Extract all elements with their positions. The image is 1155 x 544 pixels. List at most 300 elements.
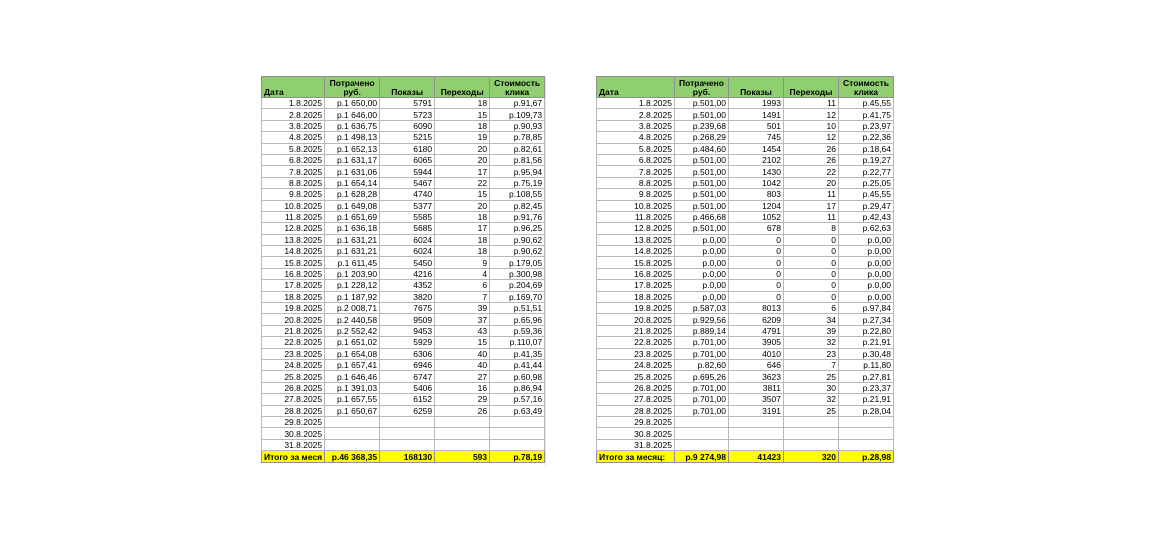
cell-date[interactable]: 14.8.2025	[262, 246, 325, 257]
cell-clicks[interactable]: 26	[784, 143, 839, 154]
cell-clicks[interactable]: 18	[435, 234, 490, 245]
cell-cpc[interactable]: р.25,05	[839, 177, 894, 188]
cell-date[interactable]: 5.8.2025	[262, 143, 325, 154]
cell-spent[interactable]: р.1 636,18	[325, 223, 380, 234]
cell-date[interactable]: 6.8.2025	[262, 154, 325, 165]
cell-cpc[interactable]: р.0,00	[839, 268, 894, 279]
cell-clicks[interactable]: 12	[784, 132, 839, 143]
cell-cpc[interactable]	[490, 439, 545, 450]
cell-impressions[interactable]: 3820	[380, 291, 435, 302]
cell-spent[interactable]: р.587,03	[675, 303, 729, 314]
cell-impressions[interactable]: 646	[729, 359, 784, 370]
cell-spent[interactable]: р.1 631,21	[325, 246, 380, 257]
cell-spent[interactable]	[675, 428, 729, 439]
cell-date[interactable]: 3.8.2025	[597, 120, 675, 131]
cell-date[interactable]: 18.8.2025	[262, 291, 325, 302]
cell-spent[interactable]: р.701,00	[675, 405, 729, 416]
cell-date[interactable]: 15.8.2025	[597, 257, 675, 268]
cell-impressions[interactable]: 803	[729, 189, 784, 200]
cell-spent[interactable]: р.1 203,90	[325, 268, 380, 279]
cell-clicks[interactable]: 40	[435, 348, 490, 359]
cell-impressions[interactable]: 4216	[380, 268, 435, 279]
cell-spent[interactable]: р.889,14	[675, 325, 729, 336]
cell-date[interactable]: 11.8.2025	[597, 211, 675, 222]
cell-clicks[interactable]	[784, 428, 839, 439]
cell-cpc[interactable]: р.21,91	[839, 394, 894, 405]
cell-impressions[interactable]: 501	[729, 120, 784, 131]
cell-cpc[interactable]: р.109,73	[490, 109, 545, 120]
cell-date[interactable]: 28.8.2025	[597, 405, 675, 416]
cell-spent[interactable]: р.501,00	[675, 98, 729, 109]
cell-date[interactable]: 16.8.2025	[262, 268, 325, 279]
cell-impressions[interactable]: 745	[729, 132, 784, 143]
cell-cpc[interactable]: р.86,94	[490, 382, 545, 393]
cell-spent[interactable]: р.0,00	[675, 234, 729, 245]
cell-impressions[interactable]: 6209	[729, 314, 784, 325]
cell-date[interactable]: 27.8.2025	[597, 394, 675, 405]
cell-clicks[interactable]: 26	[784, 154, 839, 165]
total-clicks[interactable]: 320	[784, 451, 839, 463]
cell-cpc[interactable]: р.75,19	[490, 177, 545, 188]
cell-spent[interactable]: р.929,56	[675, 314, 729, 325]
cell-clicks[interactable]: 37	[435, 314, 490, 325]
cell-cpc[interactable]: р.23,97	[839, 120, 894, 131]
cell-clicks[interactable]: 8	[784, 223, 839, 234]
cell-impressions[interactable]: 1454	[729, 143, 784, 154]
total-clicks[interactable]: 593	[435, 451, 490, 463]
cell-date[interactable]: 3.8.2025	[262, 120, 325, 131]
cell-cpc[interactable]: р.300,98	[490, 268, 545, 279]
cell-cpc[interactable]: р.27,81	[839, 371, 894, 382]
cell-clicks[interactable]: 39	[784, 325, 839, 336]
cell-spent[interactable]: р.1 649,08	[325, 200, 380, 211]
header-spent[interactable]	[325, 77, 380, 98]
cell-spent[interactable]	[675, 416, 729, 427]
cell-spent[interactable]: р.2 440,58	[325, 314, 380, 325]
cell-clicks[interactable]: 32	[784, 337, 839, 348]
cell-cpc[interactable]: р.41,75	[839, 109, 894, 120]
cell-spent[interactable]: р.1 611,45	[325, 257, 380, 268]
cell-impressions[interactable]: 5467	[380, 177, 435, 188]
cell-spent[interactable]: р.1 187,92	[325, 291, 380, 302]
cell-clicks[interactable]: 23	[784, 348, 839, 359]
cell-clicks[interactable]: 0	[784, 291, 839, 302]
cell-date[interactable]: 10.8.2025	[262, 200, 325, 211]
cell-spent[interactable]: р.701,00	[675, 394, 729, 405]
cell-cpc[interactable]: р.90,93	[490, 120, 545, 131]
cell-cpc[interactable]: р.110,07	[490, 337, 545, 348]
cell-clicks[interactable]: 17	[435, 166, 490, 177]
cell-impressions[interactable]: 6259	[380, 405, 435, 416]
header-spent[interactable]	[675, 77, 729, 98]
total-cpc[interactable]: р.28,98	[839, 451, 894, 463]
cell-impressions[interactable]: 6024	[380, 246, 435, 257]
cell-clicks[interactable]: 17	[784, 200, 839, 211]
cell-spent[interactable]: р.1 631,06	[325, 166, 380, 177]
cell-date[interactable]: 17.8.2025	[597, 280, 675, 291]
cell-spent[interactable]: р.1 650,00	[325, 98, 380, 109]
cell-cpc[interactable]: р.169,70	[490, 291, 545, 302]
header-impressions[interactable]: Показы	[729, 77, 784, 98]
cell-date[interactable]: 2.8.2025	[262, 109, 325, 120]
cell-date[interactable]: 29.8.2025	[597, 416, 675, 427]
cell-spent[interactable]: р.1 228,12	[325, 280, 380, 291]
cell-spent[interactable]: р.1 651,69	[325, 211, 380, 222]
cell-spent[interactable]: р.701,00	[675, 337, 729, 348]
cell-impressions[interactable]: 0	[729, 280, 784, 291]
cell-date[interactable]: 21.8.2025	[262, 325, 325, 336]
cell-impressions[interactable]: 1491	[729, 109, 784, 120]
cell-cpc[interactable]: р.29,47	[839, 200, 894, 211]
cell-impressions[interactable]: 5929	[380, 337, 435, 348]
cell-spent[interactable]: р.1 654,14	[325, 177, 380, 188]
cell-impressions[interactable]: 1204	[729, 200, 784, 211]
cell-spent[interactable]: р.484,60	[675, 143, 729, 154]
cell-cpc[interactable]: р.62,63	[839, 223, 894, 234]
cell-cpc[interactable]: р.41,35	[490, 348, 545, 359]
cell-cpc[interactable]: р.97,84	[839, 303, 894, 314]
cell-cpc[interactable]: р.65,96	[490, 314, 545, 325]
cell-spent[interactable]: р.0,00	[675, 291, 729, 302]
cell-cpc[interactable]: р.90,62	[490, 246, 545, 257]
cell-date[interactable]: 6.8.2025	[597, 154, 675, 165]
cell-cpc[interactable]: р.18,64	[839, 143, 894, 154]
cell-date[interactable]: 13.8.2025	[262, 234, 325, 245]
cell-clicks[interactable]: 9	[435, 257, 490, 268]
cell-impressions[interactable]: 1042	[729, 177, 784, 188]
cell-spent[interactable]: р.239,68	[675, 120, 729, 131]
cell-clicks[interactable]	[435, 428, 490, 439]
cell-spent[interactable]: р.501,00	[675, 223, 729, 234]
cell-date[interactable]: 31.8.2025	[597, 439, 675, 450]
cell-clicks[interactable]: 20	[435, 200, 490, 211]
cell-impressions[interactable]: 6180	[380, 143, 435, 154]
cell-spent[interactable]: р.1 631,21	[325, 234, 380, 245]
cell-impressions[interactable]: 5215	[380, 132, 435, 143]
cell-spent[interactable]: р.2 552,42	[325, 325, 380, 336]
cell-cpc[interactable]: р.81,56	[490, 154, 545, 165]
cell-date[interactable]: 1.8.2025	[597, 98, 675, 109]
cell-impressions[interactable]: 0	[729, 268, 784, 279]
cell-clicks[interactable]: 7	[784, 359, 839, 370]
cell-clicks[interactable]: 30	[784, 382, 839, 393]
cell-clicks[interactable]: 26	[435, 405, 490, 416]
cell-impressions[interactable]: 0	[729, 234, 784, 245]
total-spent[interactable]: р.46 368,35	[325, 451, 380, 463]
cell-clicks[interactable]: 15	[435, 337, 490, 348]
cell-cpc[interactable]: р.57,16	[490, 394, 545, 405]
cell-clicks[interactable]	[435, 416, 490, 427]
cell-cpc[interactable]: р.30,48	[839, 348, 894, 359]
cell-impressions[interactable]: 6024	[380, 234, 435, 245]
cell-cpc[interactable]	[839, 439, 894, 450]
cell-clicks[interactable]: 34	[784, 314, 839, 325]
cell-impressions[interactable]: 6747	[380, 371, 435, 382]
cell-clicks[interactable]	[784, 416, 839, 427]
cell-cpc[interactable]: р.0,00	[839, 291, 894, 302]
cell-cpc[interactable]: р.11,80	[839, 359, 894, 370]
cell-clicks[interactable]: 15	[435, 189, 490, 200]
cell-spent[interactable]: р.1 498,13	[325, 132, 380, 143]
cell-date[interactable]: 21.8.2025	[597, 325, 675, 336]
cell-impressions[interactable]	[729, 439, 784, 450]
cell-spent[interactable]	[325, 428, 380, 439]
cell-cpc[interactable]: р.59,36	[490, 325, 545, 336]
cell-clicks[interactable]: 20	[435, 154, 490, 165]
header-date[interactable]: Дата	[597, 77, 675, 98]
cell-cpc[interactable]: р.22,77	[839, 166, 894, 177]
cell-spent[interactable]: р.1 646,46	[325, 371, 380, 382]
cell-spent[interactable]: р.1 652,13	[325, 143, 380, 154]
cell-cpc[interactable]: р.82,61	[490, 143, 545, 154]
cell-impressions[interactable]: 1052	[729, 211, 784, 222]
cell-clicks[interactable]: 0	[784, 246, 839, 257]
cell-impressions[interactable]: 3507	[729, 394, 784, 405]
cell-clicks[interactable]: 18	[435, 211, 490, 222]
cell-spent[interactable]: р.1 650,67	[325, 405, 380, 416]
cell-spent[interactable]: р.0,00	[675, 268, 729, 279]
cell-clicks[interactable]: 43	[435, 325, 490, 336]
cell-impressions[interactable]: 3623	[729, 371, 784, 382]
cell-cpc[interactable]: р.91,67	[490, 98, 545, 109]
cell-clicks[interactable]: 0	[784, 257, 839, 268]
cell-clicks[interactable]: 29	[435, 394, 490, 405]
cell-clicks[interactable]: 27	[435, 371, 490, 382]
cell-clicks[interactable]: 18	[435, 120, 490, 131]
cell-spent[interactable]: р.1 631,17	[325, 154, 380, 165]
cell-date[interactable]: 16.8.2025	[597, 268, 675, 279]
header-impressions[interactable]: Показы	[380, 77, 435, 98]
cell-date[interactable]: 19.8.2025	[262, 303, 325, 314]
cell-date[interactable]: 4.8.2025	[262, 132, 325, 143]
cell-cpc[interactable]: р.95,94	[490, 166, 545, 177]
cell-cpc[interactable]: р.0,00	[839, 234, 894, 245]
cell-clicks[interactable]: 18	[435, 98, 490, 109]
cell-date[interactable]: 9.8.2025	[597, 189, 675, 200]
cell-cpc[interactable]: р.78,85	[490, 132, 545, 143]
cell-impressions[interactable]: 5585	[380, 211, 435, 222]
cell-clicks[interactable]: 20	[435, 143, 490, 154]
cell-date[interactable]: 20.8.2025	[262, 314, 325, 325]
cell-date[interactable]: 23.8.2025	[262, 348, 325, 359]
cell-spent[interactable]: р.695,26	[675, 371, 729, 382]
cell-spent[interactable]: р.1 391,03	[325, 382, 380, 393]
cell-clicks[interactable]: 22	[435, 177, 490, 188]
cell-clicks[interactable]: 0	[784, 268, 839, 279]
cell-cpc[interactable]: р.60,98	[490, 371, 545, 382]
cell-clicks[interactable]: 22	[784, 166, 839, 177]
cell-cpc[interactable]: р.82,45	[490, 200, 545, 211]
cell-impressions[interactable]: 9509	[380, 314, 435, 325]
cell-impressions[interactable]: 0	[729, 291, 784, 302]
header-clicks[interactable]: Переходы	[784, 77, 839, 98]
cell-cpc[interactable]: р.19,27	[839, 154, 894, 165]
total-impressions[interactable]: 41423	[729, 451, 784, 463]
cell-impressions[interactable]: 6306	[380, 348, 435, 359]
header-cpc[interactable]	[490, 77, 545, 98]
cell-date[interactable]: 4.8.2025	[597, 132, 675, 143]
cell-spent[interactable]: р.701,00	[675, 348, 729, 359]
cell-clicks[interactable]: 6	[784, 303, 839, 314]
cell-impressions[interactable]: 5377	[380, 200, 435, 211]
cell-cpc[interactable]: р.41,44	[490, 359, 545, 370]
cell-date[interactable]: 22.8.2025	[262, 337, 325, 348]
cell-impressions[interactable]: 7675	[380, 303, 435, 314]
cell-impressions[interactable]	[380, 439, 435, 450]
cell-date[interactable]: 10.8.2025	[597, 200, 675, 211]
cell-impressions[interactable]: 3905	[729, 337, 784, 348]
cell-clicks[interactable]: 32	[784, 394, 839, 405]
cell-impressions[interactable]: 6090	[380, 120, 435, 131]
cell-date[interactable]: 7.8.2025	[597, 166, 675, 177]
cell-date[interactable]: 29.8.2025	[262, 416, 325, 427]
total-spent[interactable]: р.9 274,98	[675, 451, 729, 463]
cell-cpc[interactable]: р.45,55	[839, 98, 894, 109]
cell-clicks[interactable]: 10	[784, 120, 839, 131]
cell-date[interactable]: 12.8.2025	[262, 223, 325, 234]
cell-spent[interactable]: р.268,29	[675, 132, 729, 143]
cell-impressions[interactable]: 3191	[729, 405, 784, 416]
cell-impressions[interactable]: 9453	[380, 325, 435, 336]
cell-clicks[interactable]: 25	[784, 371, 839, 382]
cell-cpc[interactable]	[839, 416, 894, 427]
cell-date[interactable]: 24.8.2025	[597, 359, 675, 370]
cell-impressions[interactable]: 6065	[380, 154, 435, 165]
cell-spent[interactable]: р.0,00	[675, 246, 729, 257]
cell-impressions[interactable]: 5406	[380, 382, 435, 393]
cell-clicks[interactable]: 11	[784, 189, 839, 200]
cell-cpc[interactable]: р.23,37	[839, 382, 894, 393]
cell-spent[interactable]: р.501,00	[675, 200, 729, 211]
cell-spent[interactable]: р.466,68	[675, 211, 729, 222]
cell-clicks[interactable]: 7	[435, 291, 490, 302]
cell-spent[interactable]: р.82,60	[675, 359, 729, 370]
cell-cpc[interactable]: р.22,80	[839, 325, 894, 336]
cell-date[interactable]: 9.8.2025	[262, 189, 325, 200]
cell-clicks[interactable]: 0	[784, 280, 839, 291]
cell-cpc[interactable]: р.96,25	[490, 223, 545, 234]
cell-date[interactable]: 30.8.2025	[597, 428, 675, 439]
cell-cpc[interactable]: р.91,76	[490, 211, 545, 222]
cell-impressions[interactable]: 6152	[380, 394, 435, 405]
cell-cpc[interactable]: р.27,34	[839, 314, 894, 325]
cell-date[interactable]: 7.8.2025	[262, 166, 325, 177]
cell-clicks[interactable]	[435, 439, 490, 450]
cell-cpc[interactable]: р.45,55	[839, 189, 894, 200]
cell-cpc[interactable]: р.28,04	[839, 405, 894, 416]
cell-spent[interactable]: р.501,00	[675, 189, 729, 200]
cell-impressions[interactable]: 1430	[729, 166, 784, 177]
cell-clicks[interactable]: 25	[784, 405, 839, 416]
cell-clicks[interactable]: 20	[784, 177, 839, 188]
cell-cpc[interactable]	[490, 416, 545, 427]
cell-cpc[interactable]	[490, 428, 545, 439]
cell-cpc[interactable]: р.179,05	[490, 257, 545, 268]
cell-date[interactable]: 19.8.2025	[597, 303, 675, 314]
cell-spent[interactable]: р.1 651,02	[325, 337, 380, 348]
cell-date[interactable]: 2.8.2025	[597, 109, 675, 120]
cell-impressions[interactable]: 5723	[380, 109, 435, 120]
cell-date[interactable]: 12.8.2025	[597, 223, 675, 234]
cell-spent[interactable]: р.0,00	[675, 280, 729, 291]
header-date[interactable]: Дата	[262, 77, 325, 98]
cell-impressions[interactable]	[380, 416, 435, 427]
cell-date[interactable]: 24.8.2025	[262, 359, 325, 370]
cell-date[interactable]: 23.8.2025	[597, 348, 675, 359]
cell-impressions[interactable]: 0	[729, 246, 784, 257]
cell-date[interactable]: 18.8.2025	[597, 291, 675, 302]
cell-date[interactable]: 8.8.2025	[597, 177, 675, 188]
cell-clicks[interactable]: 12	[784, 109, 839, 120]
cell-date[interactable]: 11.8.2025	[262, 211, 325, 222]
cell-spent[interactable]: р.501,00	[675, 166, 729, 177]
cell-impressions[interactable]: 678	[729, 223, 784, 234]
cell-spent[interactable]	[325, 416, 380, 427]
cell-clicks[interactable]: 11	[784, 98, 839, 109]
cell-impressions[interactable]: 5685	[380, 223, 435, 234]
cell-date[interactable]: 27.8.2025	[262, 394, 325, 405]
cell-clicks[interactable]: 0	[784, 234, 839, 245]
cell-impressions[interactable]: 6946	[380, 359, 435, 370]
cell-cpc[interactable]: р.42,43	[839, 211, 894, 222]
cell-date[interactable]: 8.8.2025	[262, 177, 325, 188]
total-impressions[interactable]: 168130	[380, 451, 435, 463]
cell-date[interactable]: 14.8.2025	[597, 246, 675, 257]
cell-date[interactable]: 26.8.2025	[262, 382, 325, 393]
cell-impressions[interactable]: 5791	[380, 98, 435, 109]
cell-clicks[interactable]: 11	[784, 211, 839, 222]
cell-clicks[interactable]: 16	[435, 382, 490, 393]
cell-clicks[interactable]: 18	[435, 246, 490, 257]
cell-spent[interactable]: р.1 657,41	[325, 359, 380, 370]
cell-spent[interactable]: р.1 628,28	[325, 189, 380, 200]
cell-impressions[interactable]: 4740	[380, 189, 435, 200]
cell-date[interactable]: 25.8.2025	[262, 371, 325, 382]
cell-clicks[interactable]: 40	[435, 359, 490, 370]
cell-cpc[interactable]: р.0,00	[839, 257, 894, 268]
cell-impressions[interactable]	[729, 416, 784, 427]
cell-clicks[interactable]: 15	[435, 109, 490, 120]
cell-cpc[interactable]	[839, 428, 894, 439]
cell-date[interactable]: 15.8.2025	[262, 257, 325, 268]
cell-spent[interactable]: р.1 646,00	[325, 109, 380, 120]
total-label[interactable]: Итого за меся	[262, 451, 325, 463]
cell-date[interactable]: 13.8.2025	[597, 234, 675, 245]
cell-date[interactable]: 26.8.2025	[597, 382, 675, 393]
cell-cpc[interactable]: р.63,49	[490, 405, 545, 416]
cell-date[interactable]: 1.8.2025	[262, 98, 325, 109]
cell-clicks[interactable]: 4	[435, 268, 490, 279]
cell-clicks[interactable]: 17	[435, 223, 490, 234]
cell-impressions[interactable]: 4791	[729, 325, 784, 336]
cell-cpc[interactable]: р.90,62	[490, 234, 545, 245]
cell-spent[interactable]	[325, 439, 380, 450]
cell-clicks[interactable]: 6	[435, 280, 490, 291]
cell-spent[interactable]: р.701,00	[675, 382, 729, 393]
cell-cpc[interactable]: р.21,91	[839, 337, 894, 348]
cell-impressions[interactable]: 4010	[729, 348, 784, 359]
cell-impressions[interactable]	[380, 428, 435, 439]
cell-spent[interactable]: р.1 657,55	[325, 394, 380, 405]
cell-date[interactable]: 17.8.2025	[262, 280, 325, 291]
header-clicks[interactable]: Переходы	[435, 77, 490, 98]
cell-impressions[interactable]: 2102	[729, 154, 784, 165]
cell-impressions[interactable]: 1993	[729, 98, 784, 109]
cell-impressions[interactable]: 3811	[729, 382, 784, 393]
cell-date[interactable]: 31.8.2025	[262, 439, 325, 450]
cell-cpc[interactable]: р.0,00	[839, 280, 894, 291]
cell-spent[interactable]: р.2 008,71	[325, 303, 380, 314]
